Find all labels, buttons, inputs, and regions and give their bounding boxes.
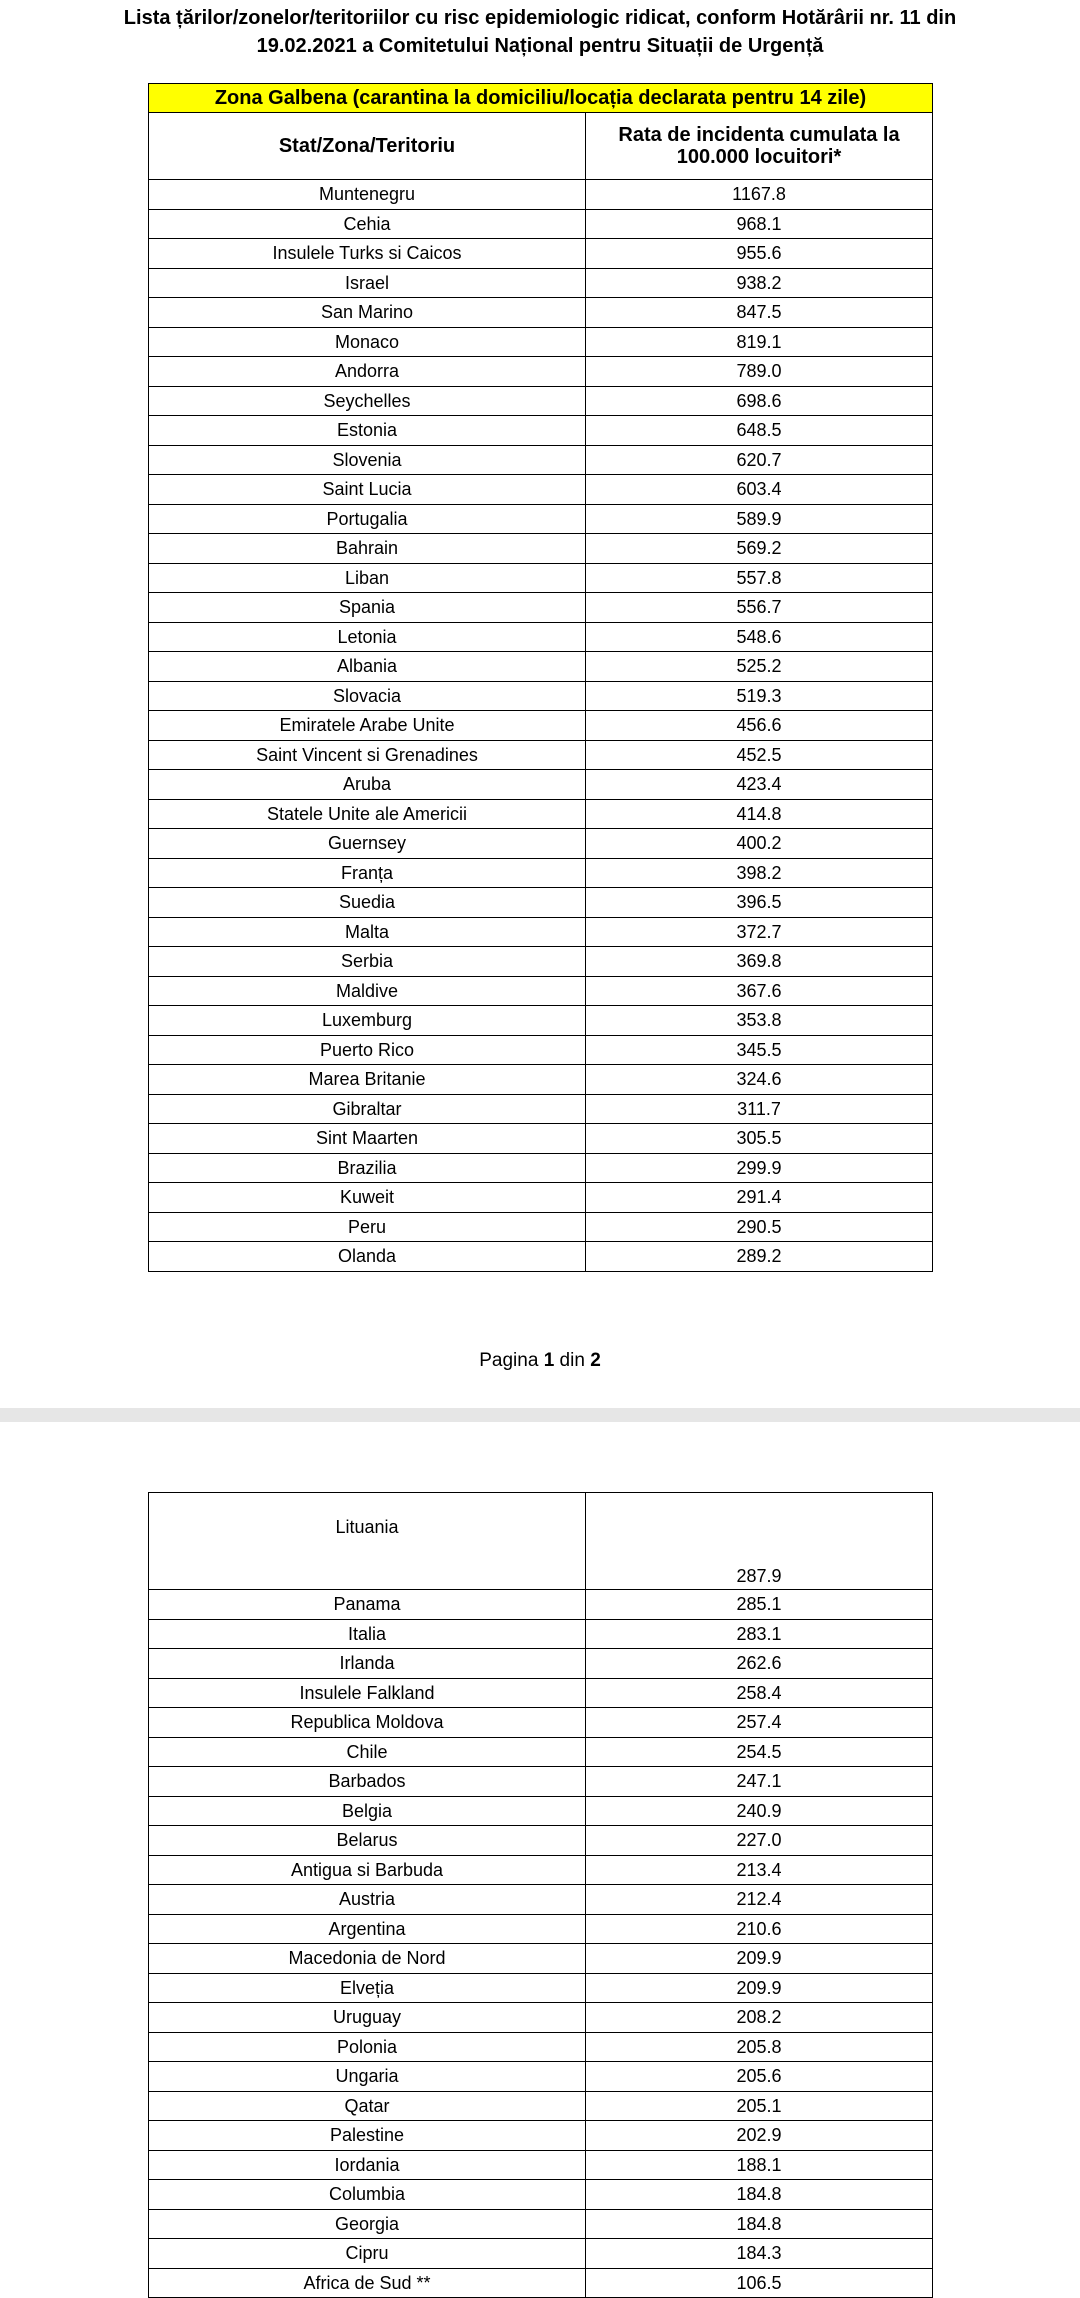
table-row <box>149 1094 933 1124</box>
table-row <box>149 711 933 741</box>
incidence-rate-cell: 285.1 <box>586 1590 933 1620</box>
table-row <box>149 888 933 918</box>
country-name-cell: Letonia <box>149 622 586 652</box>
country-name-cell: Luxemburg <box>149 1006 586 1036</box>
table-row <box>149 681 933 711</box>
table-row <box>149 2121 933 2151</box>
country-name-cell: Malta <box>149 917 586 947</box>
country-name-cell: Spania <box>149 593 586 623</box>
country-name-cell: Liban <box>149 563 586 593</box>
country-name-cell: Insulele Turks si Caicos <box>149 239 586 269</box>
country-name-cell: Slovenia <box>149 445 586 475</box>
incidence-rate-cell: 209.9 <box>586 1944 933 1974</box>
country-name-cell: Austria <box>149 1885 586 1915</box>
table-row <box>149 563 933 593</box>
country-name-cell: Aruba <box>149 770 586 800</box>
country-name-cell: Albania <box>149 652 586 682</box>
incidence-rate-cell: 205.8 <box>586 2032 933 2062</box>
table-row <box>149 652 933 682</box>
incidence-rate-cell: 414.8 <box>586 799 933 829</box>
table-row <box>149 1212 933 1242</box>
table-row <box>149 1183 933 1213</box>
incidence-rate-cell: 205.1 <box>586 2091 933 2121</box>
incidence-rate-cell: 519.3 <box>586 681 933 711</box>
incidence-rate-cell: 291.4 <box>586 1183 933 1213</box>
table-row <box>149 327 933 357</box>
table-row <box>149 976 933 1006</box>
incidence-rate-cell: 648.5 <box>586 416 933 446</box>
table-row <box>149 1006 933 1036</box>
country-name-cell: Maldive <box>149 976 586 1006</box>
incidence-rate-cell: 184.8 <box>586 2209 933 2239</box>
risk-zone-table-continued <box>148 1492 933 2298</box>
table-row <box>149 2180 933 2210</box>
incidence-rate-cell: 257.4 <box>586 1708 933 1738</box>
table-row <box>149 1708 933 1738</box>
country-name-cell: Emiratele Arabe Unite <box>149 711 586 741</box>
country-name-cell: Africa de Sud ** <box>149 2268 586 2298</box>
table-row <box>149 740 933 770</box>
country-name-cell: Muntenegru <box>149 180 586 210</box>
country-name-cell: Guernsey <box>149 829 586 859</box>
incidence-rate-cell: 789.0 <box>586 357 933 387</box>
country-name-cell: Brazilia <box>149 1153 586 1183</box>
table-row <box>149 1885 933 1915</box>
incidence-rate-cell: 372.7 <box>586 917 933 947</box>
country-name-cell: Seychelles <box>149 386 586 416</box>
incidence-rate-cell: 202.9 <box>586 2121 933 2151</box>
table-row <box>149 947 933 977</box>
table-row <box>149 1124 933 1154</box>
country-name-cell: Insulele Falkland <box>149 1678 586 1708</box>
country-name-cell: Antigua si Barbuda <box>149 1855 586 1885</box>
incidence-rate-cell: 283.1 <box>586 1619 933 1649</box>
table-row <box>149 2003 933 2033</box>
table-row <box>149 1242 933 1272</box>
table-row <box>149 2032 933 2062</box>
table-row <box>149 1826 933 1856</box>
country-name-cell: Barbados <box>149 1767 586 1797</box>
country-name-cell: Franța <box>149 858 586 888</box>
country-name-cell: Israel <box>149 268 586 298</box>
country-name-cell: Serbia <box>149 947 586 977</box>
footer-page-total: 2 <box>590 1350 601 1371</box>
table-row <box>149 180 933 210</box>
column-header-name: Stat/Zona/Teritoriu <box>149 113 586 180</box>
table-row <box>149 1944 933 1974</box>
table-row <box>149 386 933 416</box>
country-name-cell: Statele Unite ale Americii <box>149 799 586 829</box>
country-name-cell: Bahrain <box>149 534 586 564</box>
incidence-rate-cell: 290.5 <box>586 1212 933 1242</box>
country-name-cell: Argentina <box>149 1914 586 1944</box>
incidence-rate-cell: 620.7 <box>586 445 933 475</box>
incidence-rate-cell: 324.6 <box>586 1065 933 1095</box>
incidence-rate-cell: 209.9 <box>586 1973 933 2003</box>
table-row <box>149 1065 933 1095</box>
table-row <box>149 1973 933 2003</box>
table-row <box>149 1737 933 1767</box>
incidence-rate-cell: 188.1 <box>586 2150 933 2180</box>
incidence-rate-cell: 289.2 <box>586 1242 933 1272</box>
incidence-rate-cell: 262.6 <box>586 1649 933 1679</box>
incidence-rate-cell: 400.2 <box>586 829 933 859</box>
table-body-page-2 <box>149 1493 933 2298</box>
incidence-rate-cell: 396.5 <box>586 888 933 918</box>
table-row <box>149 1678 933 1708</box>
incidence-rate-cell: 589.9 <box>586 504 933 534</box>
zone-header: Zona Galbena (carantina la domiciliu/locația declarata pentru 14 zile) <box>149 84 933 113</box>
document-title-line-2: 19.02.2021 a Comitetului Național pentru Situații de Urgență <box>256 35 824 57</box>
incidence-rate-cell: 557.8 <box>586 563 933 593</box>
column-header-row <box>149 113 933 180</box>
country-name-cell: Olanda <box>149 1242 586 1272</box>
table-row <box>149 2239 933 2269</box>
table-row <box>149 475 933 505</box>
country-name-cell: Georgia <box>149 2209 586 2239</box>
country-name-cell: Cipru <box>149 2239 586 2269</box>
table-row <box>149 2150 933 2180</box>
incidence-rate-cell: 548.6 <box>586 622 933 652</box>
table-row <box>149 1855 933 1885</box>
country-name-cell: Peru <box>149 1212 586 1242</box>
table-row <box>149 2209 933 2239</box>
incidence-rate-cell: 847.5 <box>586 298 933 328</box>
table-row <box>149 445 933 475</box>
country-name-cell: San Marino <box>149 298 586 328</box>
incidence-rate-cell: 299.9 <box>586 1153 933 1183</box>
table-row <box>149 1153 933 1183</box>
incidence-rate-cell: 369.8 <box>586 947 933 977</box>
country-name-cell: Gibraltar <box>149 1094 586 1124</box>
table-row <box>149 1649 933 1679</box>
country-name-cell: Iordania <box>149 2150 586 2180</box>
table-row <box>149 1914 933 1944</box>
table-row <box>149 357 933 387</box>
country-name-cell: Belgia <box>149 1796 586 1826</box>
table-row <box>149 504 933 534</box>
table-row <box>149 622 933 652</box>
country-name-cell: Republica Moldova <box>149 1708 586 1738</box>
incidence-rate-cell: 968.1 <box>586 209 933 239</box>
incidence-rate-cell: 569.2 <box>586 534 933 564</box>
table-row <box>149 239 933 269</box>
incidence-rate-cell: 367.6 <box>586 976 933 1006</box>
country-name-cell: Ungaria <box>149 2062 586 2092</box>
country-name-cell: Polonia <box>149 2032 586 2062</box>
page-footer <box>0 1350 1080 1372</box>
incidence-rate-cell: 311.7 <box>586 1094 933 1124</box>
incidence-rate-cell: 305.5 <box>586 1124 933 1154</box>
country-name-cell: Portugalia <box>149 504 586 534</box>
incidence-rate-cell: 208.2 <box>586 2003 933 2033</box>
incidence-rate-cell: 258.4 <box>586 1678 933 1708</box>
country-name-cell: Irlanda <box>149 1649 586 1679</box>
country-name-cell: Sint Maarten <box>149 1124 586 1154</box>
incidence-rate-cell: 525.2 <box>586 652 933 682</box>
footer-page-number: 1 <box>543 1350 555 1371</box>
country-name-cell: Uruguay <box>149 2003 586 2033</box>
country-name-cell: Saint Lucia <box>149 475 586 505</box>
table-body-page-1 <box>149 180 933 1272</box>
page-separator <box>0 1408 1080 1422</box>
incidence-rate-cell: 287.9 <box>586 1493 933 1590</box>
column-header-rate-line-2: 100.000 locuitori* <box>676 146 842 168</box>
table-row <box>149 917 933 947</box>
incidence-rate-cell: 556.7 <box>586 593 933 623</box>
country-name-cell: Elveția <box>149 1973 586 2003</box>
incidence-rate-cell: 452.5 <box>586 740 933 770</box>
incidence-rate-cell: 398.2 <box>586 858 933 888</box>
column-header-rate <box>586 113 933 180</box>
table-row <box>149 770 933 800</box>
country-name-cell: Palestine <box>149 2121 586 2151</box>
table-row <box>149 2062 933 2092</box>
table-row <box>149 209 933 239</box>
incidence-rate-cell: 227.0 <box>586 1826 933 1856</box>
country-name-cell: Cehia <box>149 209 586 239</box>
incidence-rate-cell: 819.1 <box>586 327 933 357</box>
incidence-rate-cell: 213.4 <box>586 1855 933 1885</box>
table-row <box>149 829 933 859</box>
country-name-cell: Slovacia <box>149 681 586 711</box>
incidence-rate-cell: 247.1 <box>586 1767 933 1797</box>
table-row <box>149 1796 933 1826</box>
document-title <box>0 4 1080 60</box>
country-name-cell: Italia <box>149 1619 586 1649</box>
incidence-rate-cell: 345.5 <box>586 1035 933 1065</box>
table-row <box>149 1590 933 1620</box>
footer-mid: din <box>554 1350 591 1371</box>
country-name-cell: Saint Vincent si Grenadines <box>149 740 586 770</box>
country-name-cell: Andorra <box>149 357 586 387</box>
country-name-cell: Panama <box>149 1590 586 1620</box>
country-name-cell: Puerto Rico <box>149 1035 586 1065</box>
incidence-rate-cell: 205.6 <box>586 2062 933 2092</box>
incidence-rate-cell: 423.4 <box>586 770 933 800</box>
country-name-cell: Belarus <box>149 1826 586 1856</box>
incidence-rate-cell: 353.8 <box>586 1006 933 1036</box>
table-row <box>149 1619 933 1649</box>
incidence-rate-cell: 1167.8 <box>586 180 933 210</box>
table-row <box>149 416 933 446</box>
table-row <box>149 1767 933 1797</box>
table-row <box>149 2091 933 2121</box>
country-name-cell: Estonia <box>149 416 586 446</box>
table-row <box>149 2268 933 2298</box>
country-name-cell: Columbia <box>149 2180 586 2210</box>
document-title-line-1: Lista țărilor/zonelor/teritoriilor cu risc epidemiologic ridicat, conform Hotărârii nr. 11 din <box>123 7 957 29</box>
zone-header-row <box>149 84 933 113</box>
country-name-cell: Macedonia de Nord <box>149 1944 586 1974</box>
incidence-rate-cell: 210.6 <box>586 1914 933 1944</box>
table-row <box>149 799 933 829</box>
country-name-cell: Lituania <box>149 1493 586 1590</box>
document-page-2 <box>0 1422 1080 2297</box>
risk-zone-table <box>148 83 933 1272</box>
table-row <box>149 593 933 623</box>
incidence-rate-cell: 240.9 <box>586 1796 933 1826</box>
country-name-cell: Kuweit <box>149 1183 586 1213</box>
table-row <box>149 858 933 888</box>
table-row <box>149 298 933 328</box>
column-header-rate-line-1: Rata de incidenta cumulata la <box>618 124 900 146</box>
country-name-cell: Chile <box>149 1737 586 1767</box>
incidence-rate-cell: 698.6 <box>586 386 933 416</box>
country-name-cell: Marea Britanie <box>149 1065 586 1095</box>
footer-prefix: Pagina <box>479 1350 544 1371</box>
incidence-rate-cell: 184.3 <box>586 2239 933 2269</box>
table-row <box>149 1493 933 1590</box>
country-name-cell: Suedia <box>149 888 586 918</box>
incidence-rate-cell: 212.4 <box>586 1885 933 1915</box>
country-name-cell: Monaco <box>149 327 586 357</box>
incidence-rate-cell: 106.5 <box>586 2268 933 2298</box>
incidence-rate-cell: 938.2 <box>586 268 933 298</box>
incidence-rate-cell: 955.6 <box>586 239 933 269</box>
table-row <box>149 268 933 298</box>
incidence-rate-cell: 254.5 <box>586 1737 933 1767</box>
country-name-cell: Qatar <box>149 2091 586 2121</box>
incidence-rate-cell: 184.8 <box>586 2180 933 2210</box>
table-row <box>149 1035 933 1065</box>
table-row <box>149 534 933 564</box>
incidence-rate-cell: 456.6 <box>586 711 933 741</box>
incidence-rate-cell: 603.4 <box>586 475 933 505</box>
